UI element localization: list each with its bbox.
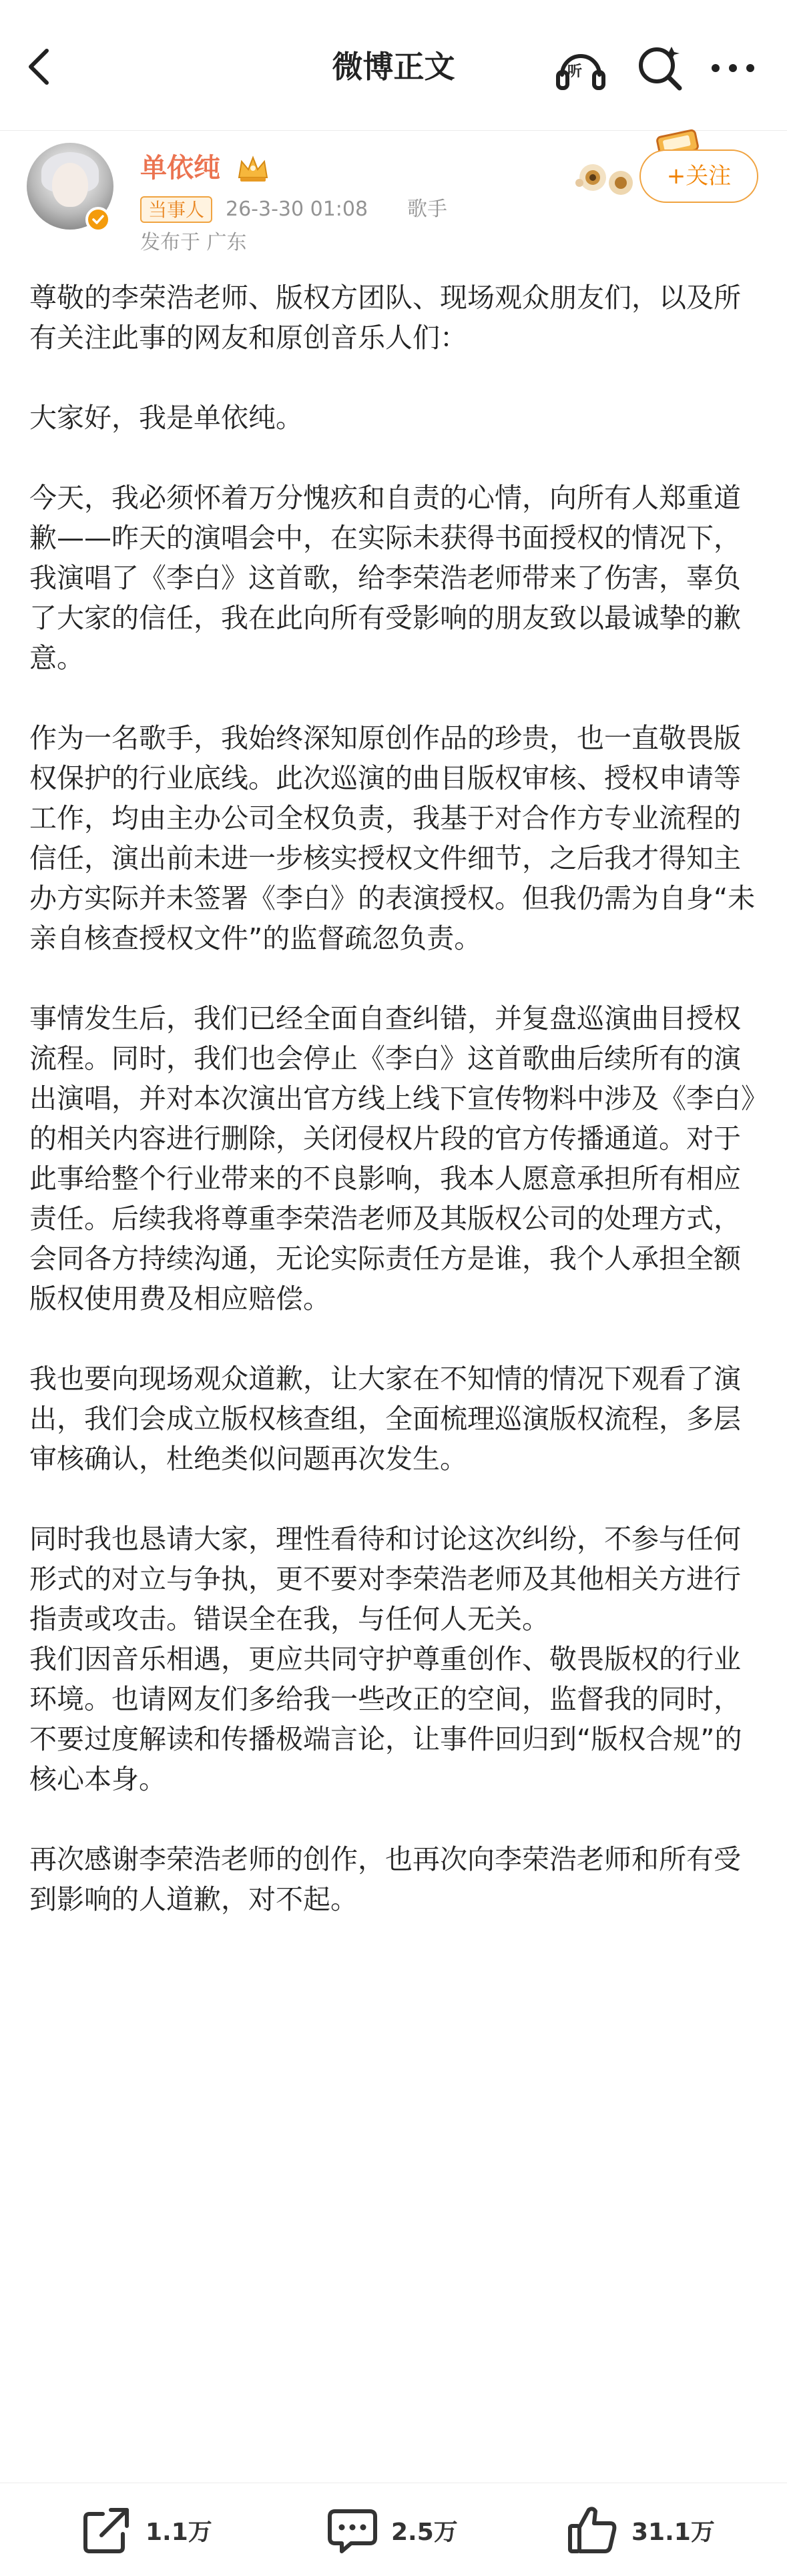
comment-count: 2.5万 <box>391 2518 458 2546</box>
search-icon <box>633 41 686 95</box>
page-title: 微博正文 <box>332 49 455 85</box>
action-bar <box>0 2483 787 2576</box>
role-tag: 当事人 <box>140 196 212 223</box>
author-name[interactable]: 单依纯 <box>140 153 220 184</box>
share-button[interactable] <box>80 2503 212 2557</box>
post-body <box>29 278 761 1959</box>
post-location: 发布于 广东 <box>140 231 247 254</box>
like-button[interactable] <box>566 2503 715 2557</box>
post-paragraph: 我也要向现场观众道歉，让大家在不知情的情况下观看了演出，我们会成立版权核查组，全面梳理巡演版权流程，多层审核确认，杜绝类似问题再次发生。 <box>29 1363 741 1475</box>
post-paragraph: 再次感谢李荣浩老师的创作，也再次向李荣浩老师和所有受到影响的人道歉，对不起。 <box>29 1843 741 1915</box>
post-time: 26-3-30 01:08 <box>226 198 368 221</box>
follow-button[interactable]: +关注 <box>639 149 758 203</box>
post-paragraph: 事情发生后，我们已经全面自查纠错，并复盘巡演曲目授权流程。同时，我们也会停止《李白》这首歌曲后续所有的演出演唱，并对本次演出官方线上线下宣传物料中涉及《李白》的相关内容进行删除，关闭侵权片段的官方传播通道。对于此事给整个行业带来的不良影响，我本人愿意承担所有相应责任。后续我将尊重李荣浩老师及其版权公司的处理方式，会同各方持续沟通，无论实际责任方是谁，我个人承担全额版权使用费及相应赔偿。 <box>29 1002 755 1315</box>
like-count: 31.1万 <box>631 2518 715 2546</box>
top-nav-bar <box>0 0 787 131</box>
thumbs-up-icon <box>566 2503 619 2557</box>
post-paragraph: 尊敬的李荣浩老师、版权方团队、现场观众朋友们，以及所有关注此事的网友和原创音乐人们： <box>29 282 741 354</box>
post-paragraph: 同时我也恳请大家，理性看待和讨论这次纠纷，不参与任何形式的对立与争执，更不要对李荣浩老师及其他相关方进行指责或攻击。错误全在我，与任何人无关。 <box>29 1523 741 1635</box>
listen-label: 听 <box>567 63 583 80</box>
verified-badge-icon <box>85 207 111 232</box>
crown-badge-icon <box>235 153 271 184</box>
author-block <box>0 131 787 278</box>
listen-button[interactable] <box>554 41 607 95</box>
share-count: 1.1万 <box>146 2518 212 2546</box>
post-paragraph: 作为一名歌手，我始终深知原创作品的珍贵，也一直敬畏版权保护的行业底线。此次巡演的曲目版权审核、授权申请等工作，均由主办公司全权负责，我基于对合作方专业流程的信任，演出前未进一步核实授权文件细节，之后我才得知主办方实际并未签署《李白》的表演授权。但我仍需为自身“未亲自核查授权文件”的监督疏忽负责。 <box>29 722 756 954</box>
share-icon <box>80 2503 134 2557</box>
more-icon <box>706 41 760 95</box>
search-button[interactable] <box>633 41 686 95</box>
comment-icon <box>326 2503 379 2557</box>
more-button[interactable] <box>706 41 760 95</box>
post-paragraph: 今天，我必须怀着万分愧疚和自责的心情，向所有人郑重道歉——昨天的演唱会中，在实际未获得书面授权的情况下，我演唱了《李白》这首歌，给李荣浩老师带来了伤害，辜负了大家的信任，我在此向所有受影响的朋友致以最诚挚的歉意。 <box>29 482 741 674</box>
post-paragraph: 我们因音乐相遇，更应共同守护尊重创作、敬畏版权的行业环境。也请网友们多给我一些改正的空间，监督我的同时，不要过度解读和传播极端言论，让事件回归到“版权合规”的核心本身。 <box>29 1643 742 1795</box>
post-paragraph: 大家好，我是单依纯。 <box>29 402 303 434</box>
comment-button[interactable] <box>326 2503 458 2557</box>
post-source: 歌手 <box>407 198 447 221</box>
